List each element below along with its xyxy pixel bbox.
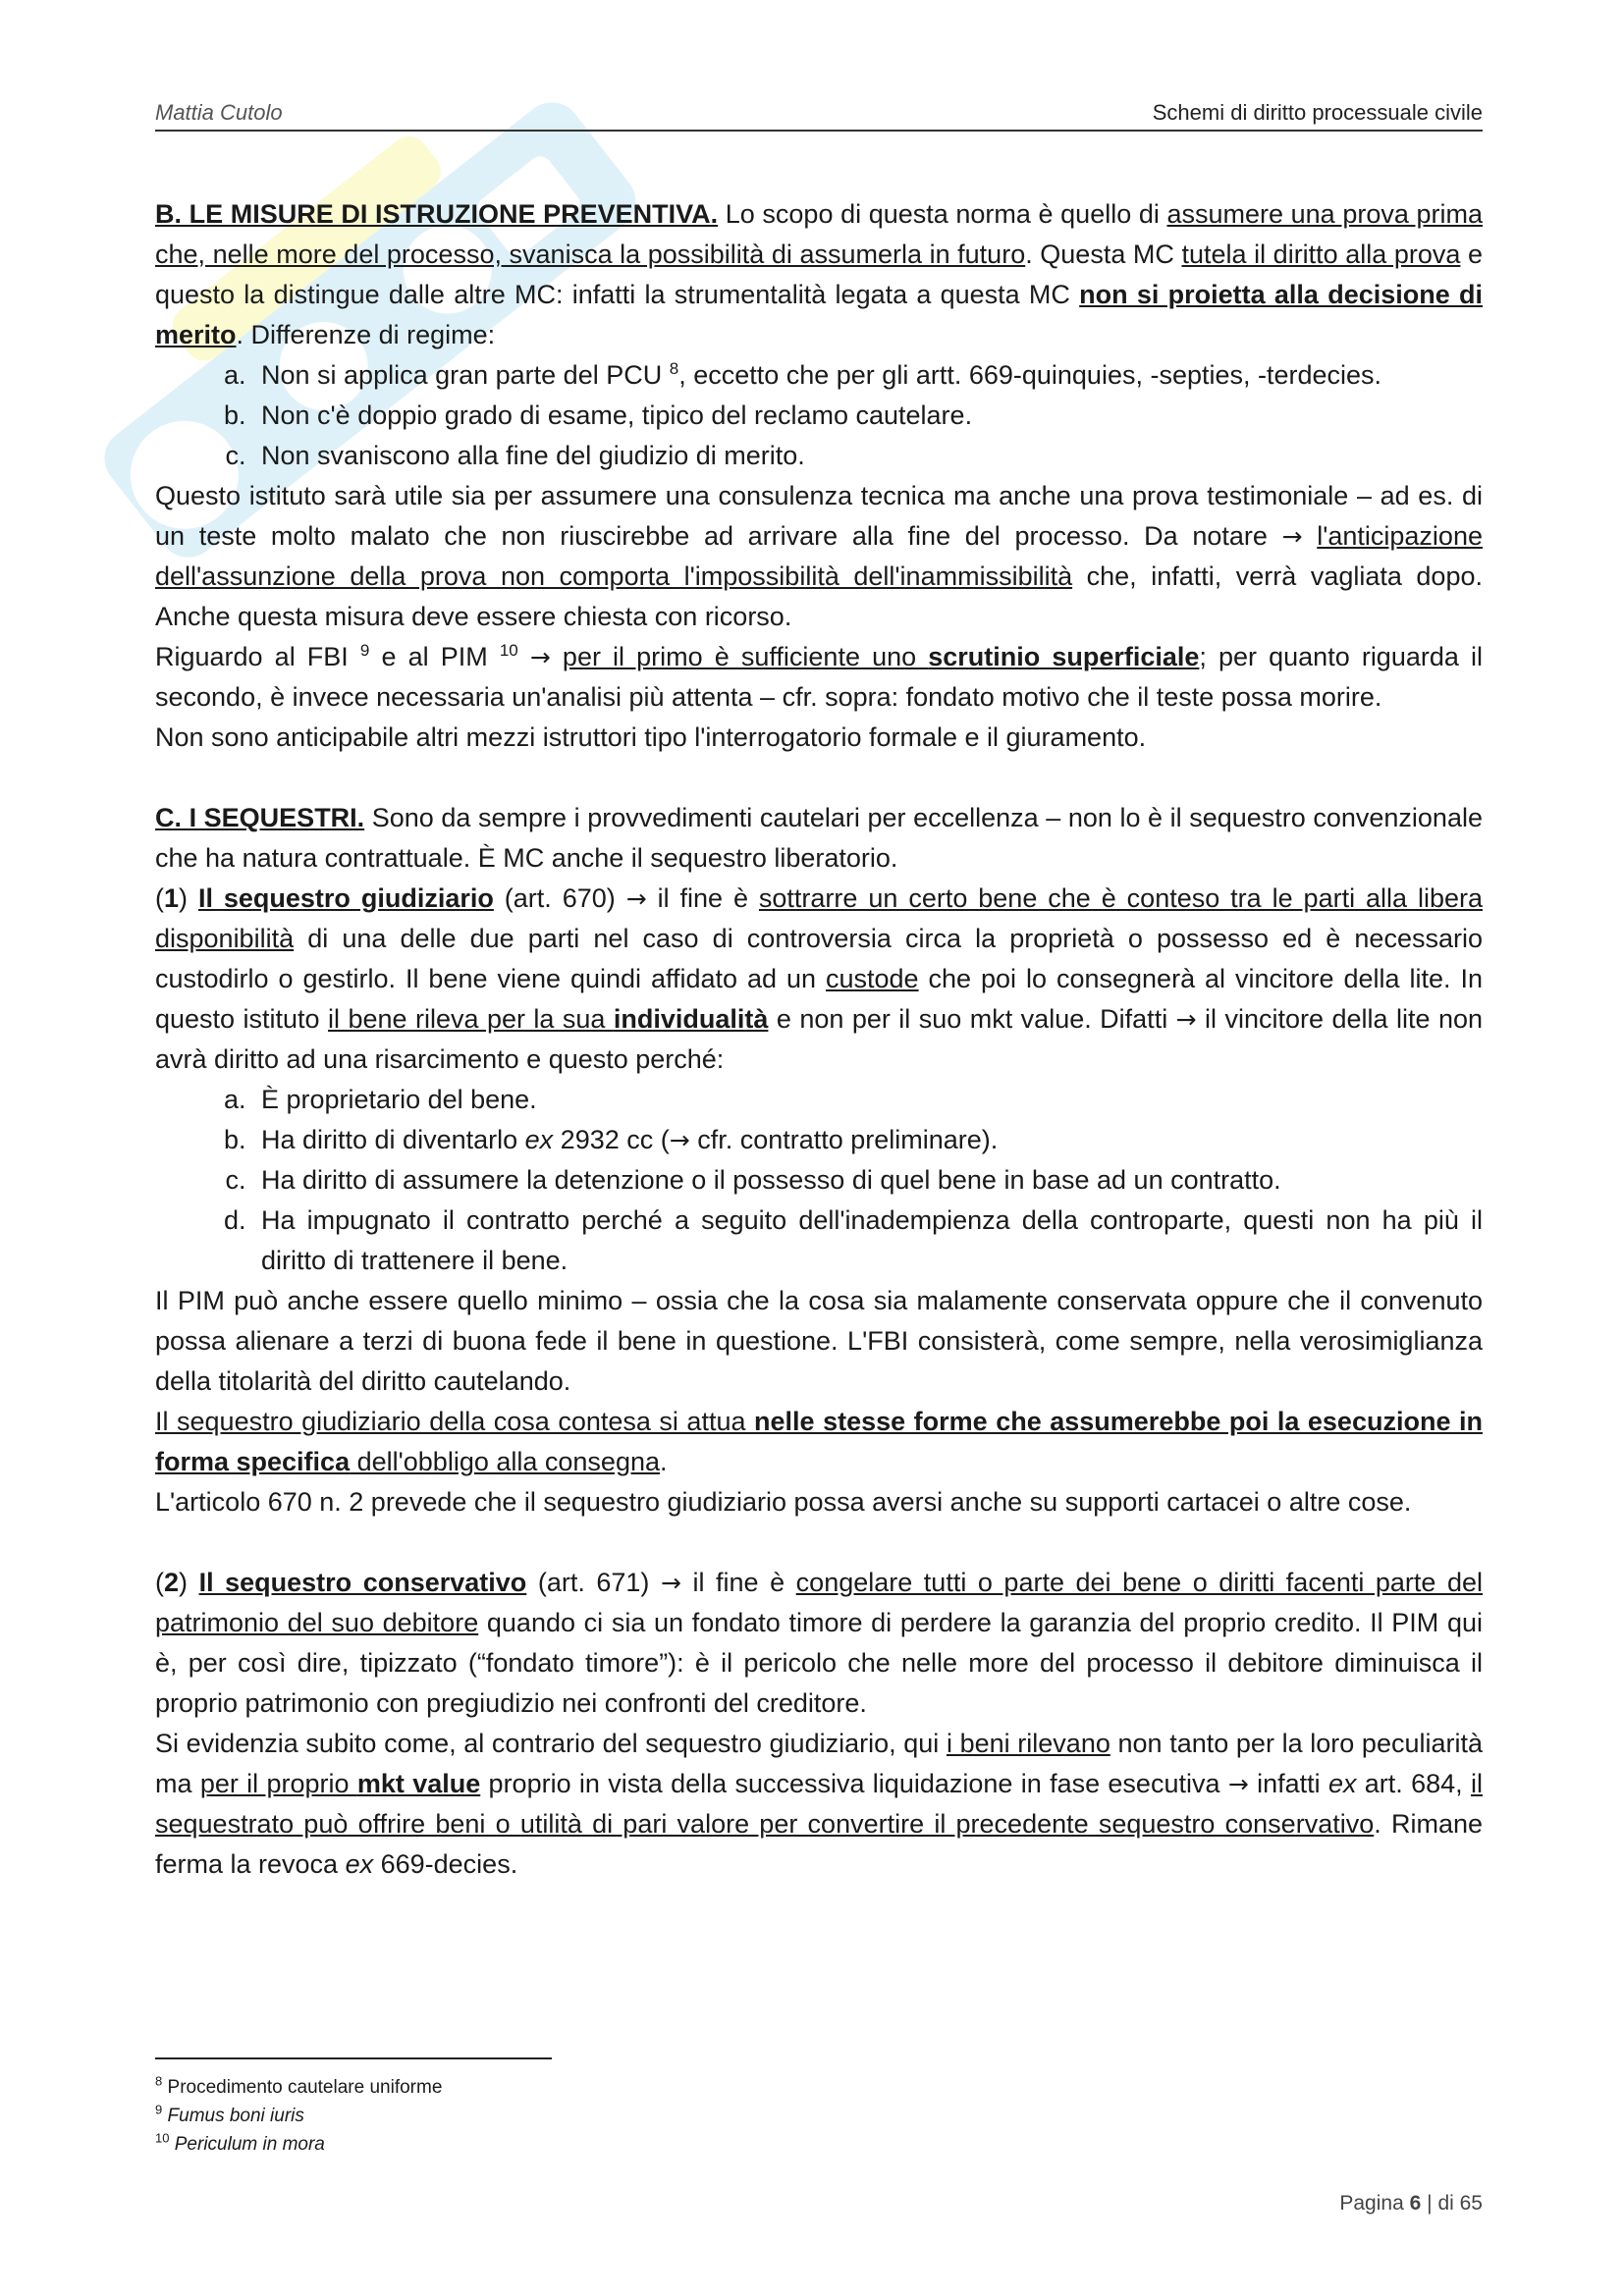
footnote-separator bbox=[155, 2057, 552, 2059]
bold-underlined-text: scrutinio superficiale bbox=[928, 642, 1200, 671]
text-run: cfr. contratto preliminare). bbox=[689, 1125, 999, 1154]
total-pages: di 65 bbox=[1437, 2192, 1483, 2215]
footnote-ref: 10 bbox=[499, 641, 518, 660]
text-run: Lo scopo di questa norma è quello di bbox=[718, 199, 1167, 229]
page-header bbox=[155, 100, 1483, 132]
section-b-paragraph-4: Non sono anticipabile altri mezzi istruttori tipo l'interrogatorio formale e il giuramento. bbox=[155, 722, 1147, 752]
page-body bbox=[155, 194, 1483, 1885]
text-run: , eccetto che per gli artt. 669-quinquies, -septies, -terdecies. bbox=[678, 360, 1382, 390]
bold-underlined-text: non si proietta alla decisione di merito bbox=[155, 280, 1483, 349]
underlined-text: per il primo è sufficiente uno bbox=[562, 642, 929, 671]
section-b-paragraph-2 bbox=[155, 476, 1483, 637]
footnote-text: Procedimento cautelare uniforme bbox=[167, 2077, 443, 2098]
text-run: (art. 670) bbox=[493, 883, 626, 913]
footnote-text: Fumus boni iuris bbox=[167, 2106, 304, 2126]
text-run: . Rimane ferma la revoca bbox=[155, 1809, 1483, 1879]
text-run: che, infatti, verrà vagliata dopo. Anche questa misura deve essere chiesta con ricorso. bbox=[155, 561, 1483, 631]
list-item: c. Non svaniscono alla fine del giudizio di merito. bbox=[253, 436, 1483, 476]
spacer bbox=[155, 1522, 1483, 1563]
arrow-right-icon: → bbox=[660, 1569, 681, 1597]
underlined-text: assumere una prova prima che, nelle more del processo, svanisca la possibilità di assumerla in futuro bbox=[155, 199, 1483, 269]
text-run: proprio in vista della successiva liquidazione in fase esecutiva bbox=[480, 1769, 1228, 1798]
bold-underlined-text: nelle stesse forme che assumerebbe poi la esecuzione in forma specifica bbox=[155, 1407, 1483, 1476]
item-number: 1 bbox=[164, 883, 180, 913]
section-c-paragraph-3 bbox=[155, 1402, 1483, 1482]
text-run: 2932 cc ( bbox=[553, 1125, 670, 1154]
list-item: d. Ha impugnato il contratto perché a seguito dell'inadempienza della controparte, questi non ha più il diritto di trattenere il bene. bbox=[253, 1201, 1483, 1281]
text-run: Sono da sempre i provvedimenti cautelari per eccellenza – non lo è il sequestro convenzionale che ha natura contrattuale. È MC anche il sequestro liberatorio. bbox=[155, 803, 1483, 873]
arrow-right-icon: → bbox=[625, 884, 647, 913]
header-title: Schemi di diritto processuale civile bbox=[1152, 100, 1483, 125]
list-item: b. Non c'è doppio grado di esame, tipico del reclamo cautelare. bbox=[253, 396, 1483, 436]
section-b-paragraph-1 bbox=[155, 194, 1483, 355]
text-run: e questo la distingue dalle altre MC: infatti la strumentalità legata a questa MC bbox=[155, 240, 1484, 309]
list-item bbox=[253, 1120, 1483, 1160]
section-c-paragraph-2: Il PIM può anche essere quello minimo – ossia che la cosa sia malamente conservata oppure che il convenuto possa alienare a terzi di buona fede il bene in questione. L'FBI consisterà, come sempre, nella verosimiglianza della titolarità del diritto cautelando. bbox=[155, 1286, 1483, 1396]
text-run: il fine è bbox=[646, 883, 759, 913]
footnote-number: 9 bbox=[155, 2102, 163, 2117]
footnote-text: Periculum in mora bbox=[174, 2134, 325, 2155]
arrow-right-icon: → bbox=[1227, 1770, 1249, 1798]
footnote-item bbox=[155, 2130, 442, 2159]
text-run: il fine è bbox=[680, 1568, 796, 1597]
arrow-right-icon: → bbox=[529, 643, 551, 671]
footnotes bbox=[155, 2073, 442, 2159]
text-run: e non per il suo mkt value. Difatti bbox=[768, 1004, 1176, 1034]
underlined-text: sottrarre un certo bene che è conteso tra le parti alla libera disponibilità bbox=[155, 883, 1483, 953]
subsection-title: Il sequestro conservativo bbox=[198, 1568, 527, 1597]
page-separator: | bbox=[1427, 2192, 1433, 2215]
underlined-text: Il sequestro giudiziario della cosa contesa si attua bbox=[155, 1407, 755, 1436]
underlined-text: dell'obbligo alla consegna bbox=[350, 1447, 660, 1476]
sequestro-conservativo-paragraph: (2) Il sequestro conservativo (art. 671) → il fine è congelare tutti o parte dei bene o diritti facenti parte del patrimonio del suo debitore quando ci sia un fondato timore di perdere la garanzia del proprio credito. Il PIM qui è, per così dire, tipizzato (“fondato timore”): è il pericolo che nelle more del processo il debitore diminuisca il proprio patrimonio con pregiudizio nei confronti del creditore. bbox=[155, 1568, 1484, 1718]
text-run: Questo istituto sarà utile sia per assumere una consulenza tecnica ma anche una prova testimoniale – ad es. di un teste molto malato che non riuscirebbe ad arrivare alla fine del processo. Da notare bbox=[155, 481, 1483, 551]
section-c-paragraph-1 bbox=[155, 798, 1483, 879]
list-item: c. Ha diritto di assumere la detenzione o il possesso di quel bene in base ad un contratto. bbox=[253, 1160, 1483, 1201]
italic-text: ex bbox=[524, 1125, 554, 1154]
list-item bbox=[253, 355, 1483, 396]
text-run: e al PIM bbox=[369, 642, 500, 671]
page-number bbox=[1339, 2192, 1483, 2216]
text-run: ; per quanto riguarda il secondo, è invece necessaria un'analisi più attenta – cfr. sopra: fondato motivo che il teste possa morire. bbox=[155, 642, 1483, 712]
text-run: (art. 671) bbox=[526, 1568, 661, 1597]
section-b-list bbox=[155, 355, 1483, 476]
underlined-text: i beni rilevano bbox=[946, 1729, 1110, 1758]
text-run: Non si applica gran parte del PCU bbox=[261, 360, 670, 390]
text-run: art. 684, bbox=[1356, 1769, 1471, 1798]
underlined-text: l'anticipazione dell'assunzione della prova non comporta l'impossibilità dell'inammissibilità bbox=[155, 521, 1483, 591]
bold-underlined-text: mkt value bbox=[356, 1769, 481, 1798]
footnote-number: 8 bbox=[155, 2073, 163, 2089]
text-run: infatti bbox=[1248, 1769, 1328, 1798]
section-b-heading: B. LE MISURE DI ISTRUZIONE PREVENTIVA. bbox=[155, 199, 719, 229]
footnote-number: 10 bbox=[155, 2130, 170, 2146]
text-run: di una delle due parti nel caso di controversia circa la proprietà o possesso ed è necessario custodirlo o gestirlo. Il bene viene quindi affidato ad un bbox=[155, 924, 1483, 993]
section-c-paragraph-4: L'articolo 670 n. 2 prevede che il sequestro giudiziario possa aversi anche su supporti cartacei o altre cose. bbox=[155, 1487, 1412, 1517]
underlined-text: per il proprio bbox=[199, 1769, 357, 1798]
underlined-text: custode bbox=[826, 964, 919, 993]
footnote-item bbox=[155, 2073, 442, 2102]
text-run: . bbox=[660, 1447, 668, 1476]
list-item: a. È proprietario del bene. bbox=[253, 1080, 1483, 1120]
arrow-right-icon: → bbox=[1175, 1005, 1197, 1034]
bold-underlined-text: individualità bbox=[613, 1004, 769, 1034]
page-label: Pagina bbox=[1339, 2192, 1404, 2215]
italic-text: ex bbox=[345, 1849, 374, 1879]
item-number: 2 bbox=[164, 1568, 180, 1597]
text-run: il vincitore della lite non avrà diritto ad una risarcimento e questo perché: bbox=[155, 1004, 1483, 1074]
current-page: 6 bbox=[1409, 2192, 1422, 2215]
text-run: quando ci sia un fondato timore di perdere la garanzia del proprio credito. Il PIM qui è, per così dire, tipizzato (“fondato timore”): è il pericolo che nelle more del processo il debitore diminuisca il proprio patrimonio con pregiudizio nei confronti del creditore. bbox=[155, 1608, 1484, 1718]
footnote-ref: 9 bbox=[359, 641, 370, 660]
arrow-right-icon: → bbox=[1281, 522, 1303, 551]
underlined-text: tutela il diritto alla prova bbox=[1181, 240, 1461, 269]
subsection-title: Il sequestro giudiziario bbox=[197, 883, 494, 913]
section-c-heading: C. I SEQUESTRI. bbox=[155, 803, 365, 832]
underlined-text: il bene rileva per la sua bbox=[328, 1004, 614, 1034]
sequestro-giudiziario-paragraph: (1) Il sequestro giudiziario (art. 670) → il fine è sottrarre un certo bene che è conteso tra le parti alla libera disponibilità di una delle due parti nel caso di controversia circa la proprietà o possesso ed è necessario custodirlo o gestirlo. Il bene viene quindi affidato ad un custode che poi lo consegnerà al vincitore della lite. In questo istituto il bene rileva per la sua individualità e non per il suo mkt value. Difatti → il vincitore della lite non avrà diritto ad una risarcimento e questo perché: bbox=[155, 883, 1483, 1074]
text-run: Riguardo al FBI bbox=[155, 642, 360, 671]
section-b-paragraph-3 bbox=[155, 637, 1483, 718]
footnote-item bbox=[155, 2102, 442, 2130]
text-run: . Questa MC bbox=[1025, 240, 1182, 269]
text-run: che poi lo consegnerà al vincitore della lite. In questo istituto bbox=[155, 964, 1483, 1034]
spacer bbox=[155, 758, 1483, 798]
arrow-right-icon: → bbox=[669, 1126, 690, 1154]
text-run: Si evidenzia subito come, al contrario del sequestro giudiziario, qui bbox=[155, 1729, 947, 1758]
italic-text: ex bbox=[1327, 1769, 1357, 1798]
header-author: Mattia Cutolo bbox=[155, 100, 283, 125]
footnote-ref: 8 bbox=[669, 359, 679, 378]
section-c-paragraph-5 bbox=[155, 1724, 1483, 1885]
underlined-text: il sequestrato può offrire beni o utilità di pari valore per convertire il precedente sequestro conservativo bbox=[155, 1769, 1483, 1839]
text-run: 669-decies. bbox=[373, 1849, 518, 1879]
section-c-list bbox=[155, 1080, 1483, 1281]
underlined-text: congelare tutti o parte dei bene o diritti facenti parte del patrimonio del suo debitore bbox=[155, 1568, 1484, 1637]
text-run: non tanto per la loro peculiarità ma bbox=[155, 1729, 1483, 1798]
text-run: . Differenze di regime: bbox=[236, 320, 496, 349]
text-run: Ha diritto di diventarlo bbox=[261, 1125, 525, 1154]
